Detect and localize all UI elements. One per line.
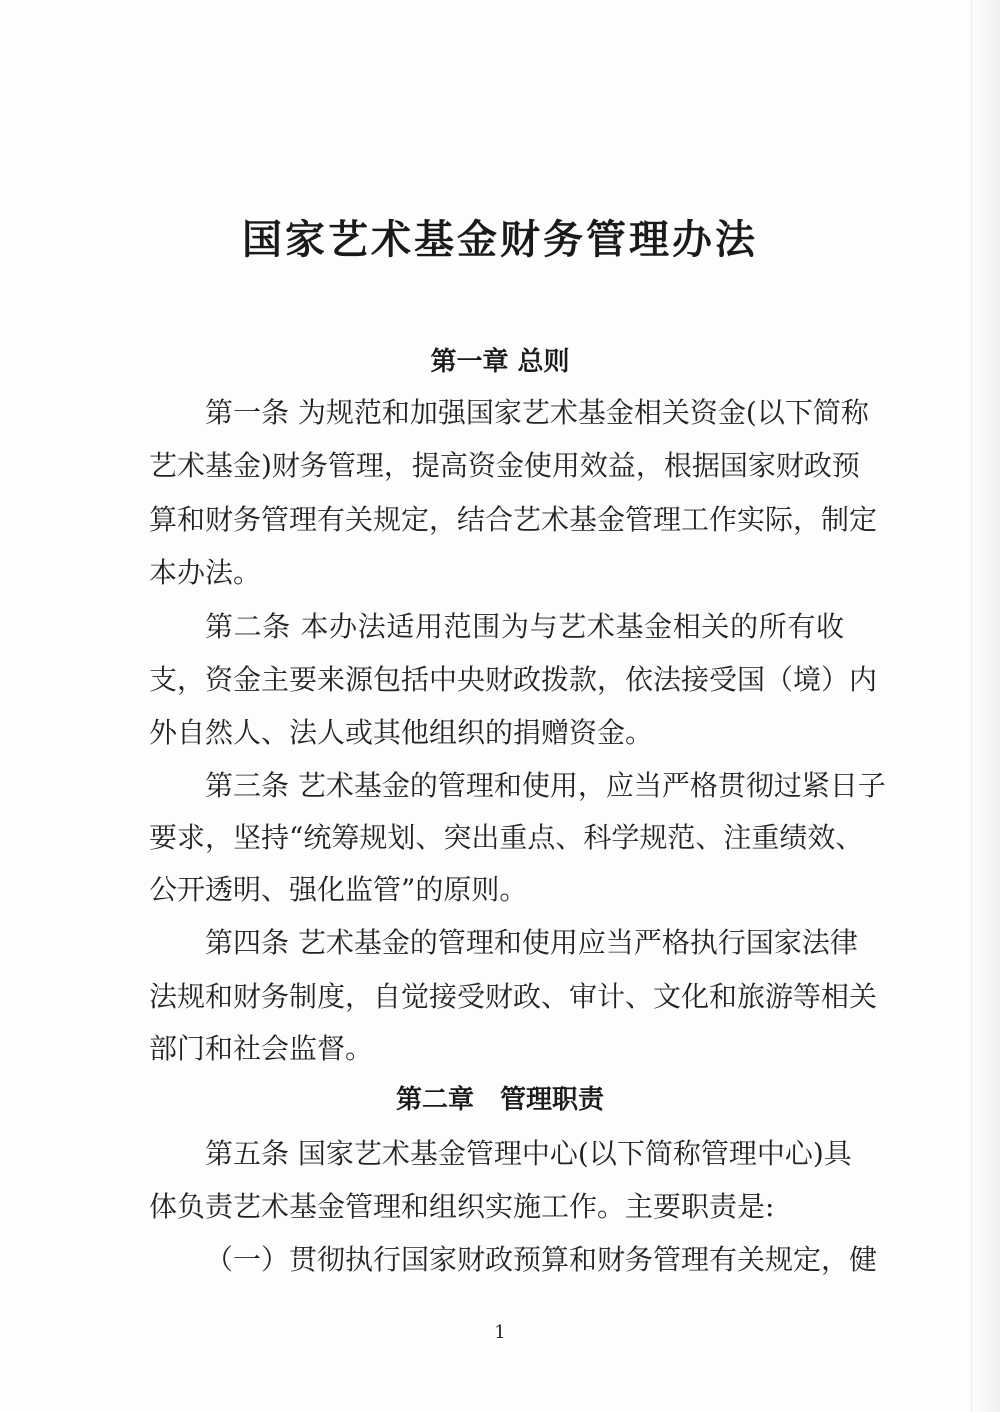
article-1-line-4: 本办法。	[149, 556, 262, 589]
article-1-line-3: 算和财务管理有关规定，结合艺术基金管理工作实际，制定	[149, 503, 878, 536]
article-4-line-1: 第四条 艺术基金的管理和使用应当严格执行国家法律	[205, 926, 858, 959]
document-title: 国家艺术基金财务管理办法	[242, 216, 758, 263]
article-2-line-3: 外自然人、法人或其他组织的捐赠资金。	[149, 716, 654, 749]
article-1-line-1: 第一条 为规范和加强国家艺术基金相关资金(以下简称	[205, 396, 869, 429]
page-number: 1	[494, 1322, 506, 1343]
chapter-heading-1: 第一章 总则	[430, 347, 570, 377]
article-1-line-2: 艺术基金)财务管理，提高资金使用效益，根据国家财政预	[149, 449, 860, 482]
article-3-line-3: 公开透明、强化监管”的原则。	[149, 873, 528, 906]
article-4-line-3: 部门和社会监督。	[149, 1032, 374, 1065]
article-3-line-1: 第三条 艺术基金的管理和使用，应当严格贯彻过紧日子	[205, 769, 886, 802]
article-3-line-2: 要求，坚持“统筹规划、突出重点、科学规范、注重绩效、	[149, 821, 864, 854]
article-5-line-2: 体负责艺术基金管理和组织实施工作。主要职责是:	[149, 1190, 775, 1223]
chapter-heading-2: 第二章 管理职责	[395, 1085, 604, 1115]
article-2-line-2: 支，资金主要来源包括中央财政拨款，依法接受国（境）内	[149, 663, 878, 696]
article-4-line-2: 法规和财务制度，自觉接受财政、审计、文化和旅游等相关	[149, 980, 878, 1013]
article-2-line-1: 第二条 本办法适用范围为与艺术基金相关的所有收	[205, 610, 844, 643]
article-5-item-1-line-1: （一）贯彻执行国家财政预算和财务管理有关规定，健	[205, 1243, 878, 1276]
article-5-line-1: 第五条 国家艺术基金管理中心(以下简称管理中心)具	[205, 1137, 852, 1170]
